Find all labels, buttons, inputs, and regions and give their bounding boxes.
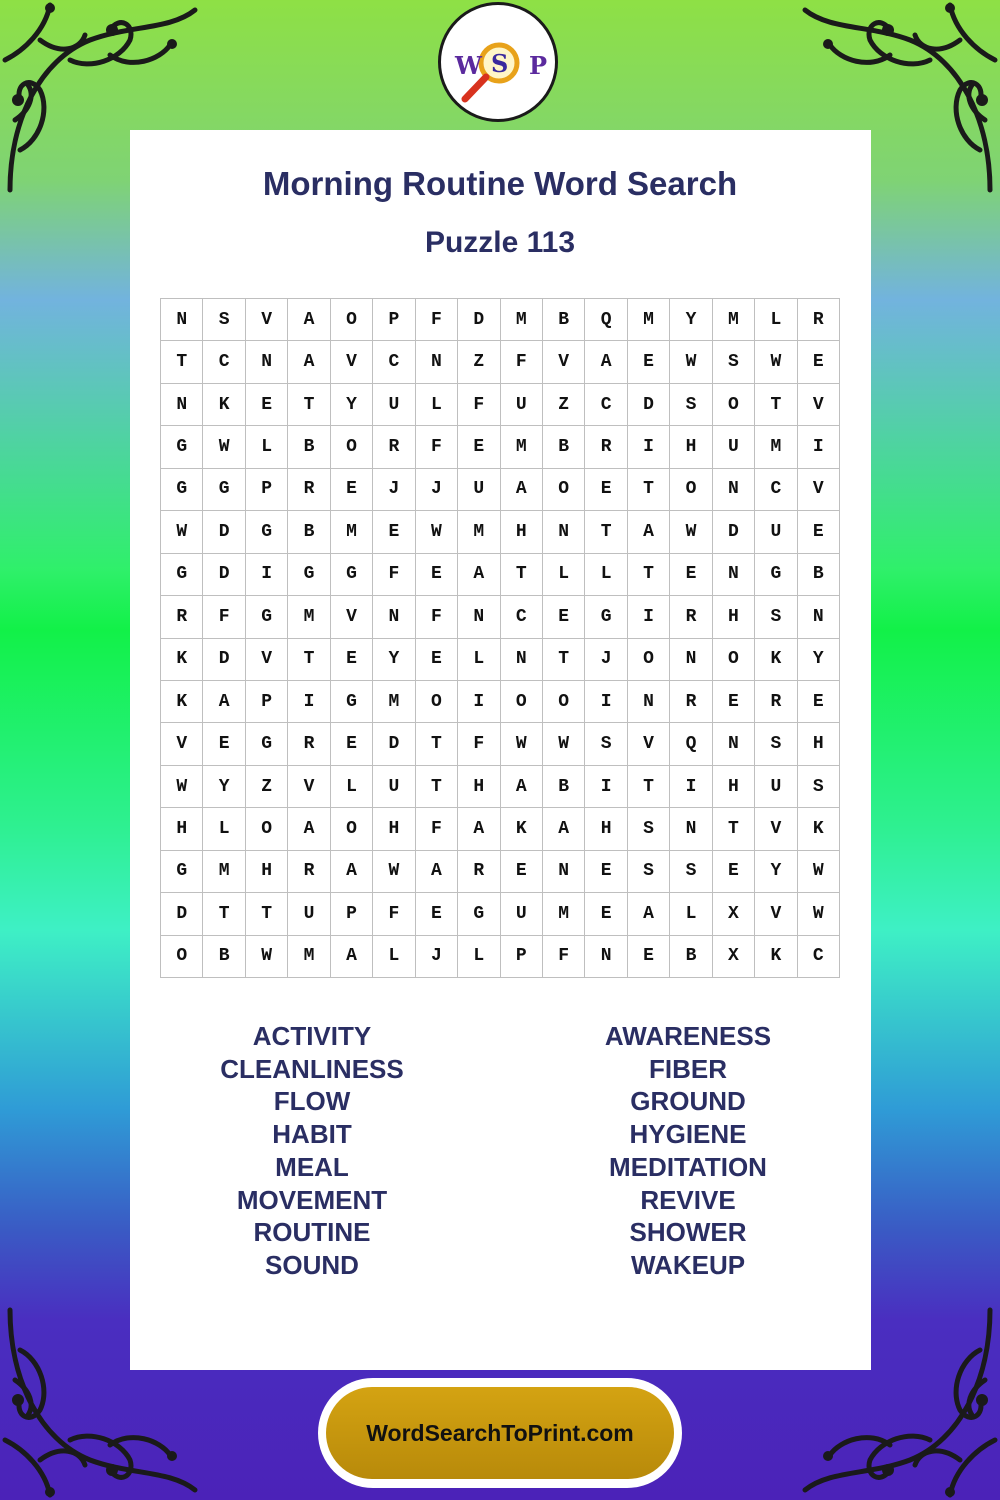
grid-cell[interactable]: W [161, 511, 203, 553]
grid-cell[interactable]: D [161, 893, 203, 935]
grid-cell[interactable]: A [458, 554, 500, 596]
grid-cell[interactable]: S [798, 766, 840, 808]
grid-cell[interactable]: L [543, 554, 585, 596]
word-list-item: ACTIVITY [252, 1021, 372, 1051]
grid-cell[interactable]: E [628, 936, 670, 978]
grid-cell[interactable]: N [416, 341, 458, 383]
grid-cell[interactable]: N [798, 596, 840, 638]
grid-cell[interactable]: W [798, 851, 840, 893]
grid-cell[interactable]: F [416, 596, 458, 638]
grid-cell[interactable]: Q [670, 723, 712, 765]
grid-cell[interactable]: R [798, 299, 840, 341]
word-list-right [538, 1020, 838, 1282]
grid-cell[interactable]: Y [203, 766, 245, 808]
word-list-item: MEDITATION [609, 1151, 767, 1182]
grid-cell[interactable]: E [670, 554, 712, 596]
grid-cell[interactable]: T [713, 808, 755, 850]
grid-cell[interactable]: S [713, 341, 755, 383]
grid-cell[interactable]: F [458, 723, 500, 765]
grid-cell[interactable]: E [331, 639, 373, 681]
grid-cell[interactable]: T [628, 766, 670, 808]
grid-cell[interactable]: S [670, 851, 712, 893]
grid-cell[interactable]: N [670, 808, 712, 850]
grid-cell[interactable]: I [670, 766, 712, 808]
grid-cell[interactable]: E [798, 681, 840, 723]
word-list-item: CLEANLINESS [220, 1053, 404, 1084]
grid-cell[interactable]: F [543, 936, 585, 978]
grid-cell[interactable]: X [713, 893, 755, 935]
grid-cell[interactable]: B [203, 936, 245, 978]
grid-cell[interactable]: T [161, 341, 203, 383]
grid-cell[interactable]: C [373, 341, 415, 383]
page-title: Morning Routine Word Search [262, 165, 738, 202]
grid-cell[interactable]: J [373, 469, 415, 511]
grid-cell[interactable]: E [416, 639, 458, 681]
grid-cell[interactable]: E [246, 384, 288, 426]
grid-cell[interactable]: M [203, 851, 245, 893]
grid-cell[interactable]: T [246, 893, 288, 935]
grid-cell[interactable]: F [416, 299, 458, 341]
grid-cell[interactable]: I [585, 681, 627, 723]
word-list-item: FIBER [649, 1053, 727, 1084]
grid-cell[interactable]: A [543, 808, 585, 850]
grid-cell[interactable]: A [628, 511, 670, 553]
grid-cell[interactable]: F [373, 893, 415, 935]
grid-cell[interactable]: A [416, 851, 458, 893]
grid-cell[interactable]: O [331, 299, 373, 341]
grid-cell[interactable]: R [585, 426, 627, 468]
logo-letter-p: P [529, 51, 548, 80]
grid-cell[interactable]: L [246, 426, 288, 468]
grid-cell[interactable]: W [755, 341, 797, 383]
grid-cell[interactable]: S [670, 384, 712, 426]
grid-cell[interactable]: R [670, 681, 712, 723]
grid-cell[interactable]: F [203, 596, 245, 638]
grid-cell[interactable]: E [585, 851, 627, 893]
grid-cell[interactable]: B [798, 554, 840, 596]
grid-cell[interactable]: H [670, 426, 712, 468]
grid-cell[interactable]: G [246, 723, 288, 765]
grid-cell[interactable]: S [628, 851, 670, 893]
grid-cell[interactable]: W [246, 936, 288, 978]
grid-cell[interactable]: T [203, 893, 245, 935]
grid-cell[interactable]: L [755, 299, 797, 341]
grid-cell[interactable]: W [670, 341, 712, 383]
grid-cell[interactable]: E [331, 723, 373, 765]
grid-cell[interactable]: G [331, 554, 373, 596]
grid-cell[interactable]: V [543, 341, 585, 383]
grid-cell[interactable]: T [501, 554, 543, 596]
grid-cell[interactable]: O [713, 639, 755, 681]
grid-cell[interactable]: E [458, 426, 500, 468]
grid-cell[interactable]: F [458, 384, 500, 426]
word-list-item: MEAL [275, 1151, 349, 1182]
grid-cell[interactable]: B [543, 426, 585, 468]
grid-cell[interactable]: S [755, 596, 797, 638]
word-list-item: GROUND [630, 1086, 746, 1117]
grid-cell[interactable]: O [543, 469, 585, 511]
grid-cell[interactable]: U [373, 766, 415, 808]
grid-cell[interactable]: A [331, 851, 373, 893]
grid-cell[interactable]: L [373, 936, 415, 978]
grid-cell[interactable]: V [331, 596, 373, 638]
grid-cell[interactable]: V [331, 341, 373, 383]
grid-cell[interactable]: K [161, 639, 203, 681]
grid-cell[interactable]: G [331, 681, 373, 723]
grid-cell[interactable]: H [585, 808, 627, 850]
grid-cell[interactable]: N [670, 639, 712, 681]
grid-cell[interactable]: C [798, 936, 840, 978]
grid-cell[interactable]: P [331, 893, 373, 935]
grid-cell[interactable]: E [798, 511, 840, 553]
grid-cell[interactable]: H [458, 766, 500, 808]
grid-cell[interactable]: F [416, 808, 458, 850]
grid-cell[interactable]: D [203, 554, 245, 596]
grid-cell[interactable]: W [203, 426, 245, 468]
grid-cell[interactable]: K [755, 936, 797, 978]
grid-cell[interactable]: E [416, 554, 458, 596]
grid-cell[interactable]: H [161, 808, 203, 850]
grid-cell[interactable]: W [161, 766, 203, 808]
word-list-item: FLOW [273, 1086, 351, 1117]
grid-cell[interactable]: K [203, 384, 245, 426]
grid-cell[interactable]: T [585, 511, 627, 553]
grid-cell[interactable]: U [373, 384, 415, 426]
grid-cell[interactable]: Y [331, 384, 373, 426]
grid-cell[interactable]: N [246, 341, 288, 383]
grid-cell[interactable]: I [628, 596, 670, 638]
grid-cell[interactable]: D [458, 299, 500, 341]
grid-cell[interactable]: A [331, 936, 373, 978]
grid-cell[interactable]: G [458, 893, 500, 935]
grid-cell[interactable]: R [161, 596, 203, 638]
grid-cell[interactable]: W [670, 511, 712, 553]
grid-cell[interactable]: G [288, 554, 330, 596]
grid-cell[interactable]: R [458, 851, 500, 893]
grid-cell[interactable]: C [755, 469, 797, 511]
grid-cell[interactable]: O [161, 936, 203, 978]
grid-cell[interactable]: E [713, 681, 755, 723]
grid-cell[interactable]: B [543, 766, 585, 808]
grid-cell[interactable]: G [161, 851, 203, 893]
grid-cell[interactable]: T [755, 384, 797, 426]
grid-cell[interactable]: V [755, 808, 797, 850]
logo-letter-w: W [455, 51, 482, 80]
grid-cell[interactable]: O [246, 808, 288, 850]
grid-cell[interactable]: N [713, 723, 755, 765]
grid-cell[interactable]: E [628, 341, 670, 383]
grid-cell[interactable]: S [755, 723, 797, 765]
grid-cell[interactable]: F [416, 426, 458, 468]
grid-cell[interactable]: U [288, 893, 330, 935]
grid-cell[interactable]: E [713, 851, 755, 893]
grid-cell[interactable]: B [543, 299, 585, 341]
grid-cell[interactable]: O [543, 681, 585, 723]
grid-cell[interactable]: P [373, 299, 415, 341]
grid-cell[interactable]: M [713, 299, 755, 341]
grid-cell[interactable]: L [670, 893, 712, 935]
grid-cell[interactable]: G [161, 469, 203, 511]
grid-cell[interactable]: S [585, 723, 627, 765]
grid-cell[interactable]: I [798, 426, 840, 468]
grid-cell[interactable]: M [288, 596, 330, 638]
grid-cell[interactable]: C [203, 341, 245, 383]
grid-cell[interactable]: R [288, 723, 330, 765]
grid-cell[interactable]: Y [755, 851, 797, 893]
grid-cell[interactable]: H [246, 851, 288, 893]
word-list-item: WAKEUP [630, 1249, 746, 1280]
word-list-item: SOUND [265, 1249, 359, 1280]
grid-cell[interactable]: A [458, 808, 500, 850]
grid-cell[interactable]: V [628, 723, 670, 765]
grid-cell[interactable]: K [798, 808, 840, 850]
grid-cell[interactable]: V [161, 723, 203, 765]
grid-cell[interactable]: H [373, 808, 415, 850]
grid-cell[interactable]: H [798, 723, 840, 765]
grid-cell[interactable]: E [501, 851, 543, 893]
grid-cell[interactable]: A [585, 341, 627, 383]
grid-cell[interactable]: U [755, 511, 797, 553]
grid-cell[interactable]: B [288, 426, 330, 468]
grid-cell[interactable]: M [501, 426, 543, 468]
grid-cell[interactable]: W [543, 723, 585, 765]
grid-cell[interactable]: U [755, 766, 797, 808]
grid-cell[interactable]: T [416, 723, 458, 765]
grid-cell[interactable]: L [458, 936, 500, 978]
grid-cell[interactable]: Y [670, 299, 712, 341]
grid-cell[interactable]: I [288, 681, 330, 723]
grid-cell[interactable]: V [798, 384, 840, 426]
grid-cell[interactable]: G [585, 596, 627, 638]
grid-cell[interactable]: U [713, 426, 755, 468]
grid-cell[interactable]: T [543, 639, 585, 681]
grid-cell[interactable]: L [458, 639, 500, 681]
grid-cell[interactable]: A [288, 299, 330, 341]
word-list-item: SHOWER [629, 1217, 747, 1248]
grid-cell[interactable]: D [628, 384, 670, 426]
grid-cell[interactable]: V [755, 893, 797, 935]
grid-cell[interactable]: A [288, 808, 330, 850]
grid-cell[interactable]: Z [246, 766, 288, 808]
grid-cell[interactable]: M [755, 426, 797, 468]
grid-cell[interactable]: M [628, 299, 670, 341]
grid-cell[interactable]: X [713, 936, 755, 978]
grid-cell[interactable]: G [161, 554, 203, 596]
grid-cell[interactable]: V [246, 299, 288, 341]
grid-cell[interactable]: J [585, 639, 627, 681]
grid-cell[interactable]: R [288, 851, 330, 893]
grid-cell[interactable]: H [713, 766, 755, 808]
grid-cell[interactable]: K [501, 808, 543, 850]
grid-cell[interactable]: G [246, 511, 288, 553]
grid-cell[interactable]: N [713, 554, 755, 596]
grid-cell[interactable]: D [373, 723, 415, 765]
grid-cell[interactable]: O [628, 639, 670, 681]
site-link-button[interactable]: WordSearchToPrint.com [326, 1387, 674, 1479]
grid-cell[interactable]: Z [458, 341, 500, 383]
grid-cell[interactable]: F [501, 341, 543, 383]
word-list-item: MOVEMENT [236, 1184, 388, 1215]
grid-cell[interactable]: D [203, 639, 245, 681]
grid-cell[interactable]: Q [585, 299, 627, 341]
grid-cell[interactable]: A [628, 893, 670, 935]
grid-cell[interactable]: F [373, 554, 415, 596]
grid-cell[interactable]: I [458, 681, 500, 723]
puzzle-number: Puzzle 113 [424, 226, 576, 259]
grid-cell[interactable]: S [203, 299, 245, 341]
grid-cell[interactable]: B [288, 511, 330, 553]
grid-cell[interactable]: W [416, 511, 458, 553]
grid-cell[interactable]: E [585, 469, 627, 511]
word-list-item: AWARENESS [604, 1021, 772, 1051]
grid-cell[interactable]: T [288, 639, 330, 681]
grid-cell[interactable]: G [203, 469, 245, 511]
grid-cell[interactable]: R [755, 681, 797, 723]
grid-cell[interactable]: G [161, 426, 203, 468]
grid-cell[interactable]: N [161, 299, 203, 341]
grid-cell[interactable]: V [288, 766, 330, 808]
grid-cell[interactable]: N [628, 681, 670, 723]
grid-cell[interactable]: M [373, 681, 415, 723]
grid-cell[interactable]: E [585, 893, 627, 935]
grid-cell[interactable]: L [416, 384, 458, 426]
grid-cell[interactable]: V [246, 639, 288, 681]
grid-cell[interactable]: R [373, 426, 415, 468]
grid-cell[interactable]: T [288, 384, 330, 426]
grid-cell[interactable]: M [288, 936, 330, 978]
grid-cell[interactable]: E [798, 341, 840, 383]
grid-cell[interactable]: Z [543, 384, 585, 426]
site-logo[interactable] [438, 2, 558, 122]
grid-cell[interactable]: E [416, 893, 458, 935]
word-list-item: HABIT [272, 1119, 352, 1150]
grid-cell[interactable]: N [161, 384, 203, 426]
grid-cell[interactable]: W [798, 893, 840, 935]
grid-cell[interactable]: W [501, 723, 543, 765]
grid-cell[interactable]: N [373, 596, 415, 638]
grid-cell[interactable]: M [331, 511, 373, 553]
grid-cell[interactable]: T [628, 554, 670, 596]
grid-cell[interactable]: W [373, 851, 415, 893]
grid-cell[interactable]: O [501, 681, 543, 723]
grid-cell[interactable]: N [713, 469, 755, 511]
grid-cell[interactable]: A [501, 766, 543, 808]
word-list-item: REVIVE [640, 1184, 736, 1215]
grid-cell[interactable]: A [501, 469, 543, 511]
grid-cell[interactable]: M [458, 511, 500, 553]
grid-cell[interactable]: O [670, 469, 712, 511]
grid-cell[interactable]: Y [373, 639, 415, 681]
grid-cell[interactable]: N [458, 596, 500, 638]
grid-cell[interactable]: H [501, 511, 543, 553]
grid-cell[interactable]: D [713, 511, 755, 553]
grid-cell[interactable]: B [670, 936, 712, 978]
grid-cell[interactable]: C [585, 384, 627, 426]
grid-cell[interactable]: A [288, 341, 330, 383]
grid-cell[interactable]: O [331, 426, 373, 468]
grid-cell[interactable]: S [628, 808, 670, 850]
grid-cell[interactable]: N [585, 936, 627, 978]
grid-cell[interactable]: V [798, 469, 840, 511]
grid-cell[interactable]: T [416, 766, 458, 808]
grid-cell[interactable]: J [416, 469, 458, 511]
grid-cell[interactable]: U [501, 384, 543, 426]
grid-cell[interactable]: K [755, 639, 797, 681]
grid-cell[interactable]: K [161, 681, 203, 723]
grid-cell[interactable]: P [501, 936, 543, 978]
grid-cell[interactable]: N [543, 851, 585, 893]
word-list-left [162, 1020, 462, 1282]
grid-cell[interactable]: C [501, 596, 543, 638]
grid-cell[interactable]: G [246, 596, 288, 638]
grid-cell[interactable]: I [246, 554, 288, 596]
grid-cell[interactable]: E [373, 511, 415, 553]
grid-cell[interactable]: O [713, 384, 755, 426]
grid-cell[interactable]: E [203, 723, 245, 765]
grid-cell[interactable]: R [288, 469, 330, 511]
grid-cell[interactable]: O [416, 681, 458, 723]
grid-cell[interactable]: H [713, 596, 755, 638]
grid-cell[interactable]: L [585, 554, 627, 596]
grid-cell[interactable]: E [543, 596, 585, 638]
grid-cell[interactable]: Y [798, 639, 840, 681]
grid-cell[interactable]: U [458, 469, 500, 511]
grid-cell[interactable]: M [543, 893, 585, 935]
grid-cell[interactable]: G [755, 554, 797, 596]
word-list-item: ROUTINE [253, 1217, 371, 1248]
grid-cell[interactable]: E [331, 469, 373, 511]
logo-letter-s: S [491, 49, 509, 78]
grid-cell[interactable]: N [543, 511, 585, 553]
word-list-item: HYGIENE [629, 1119, 747, 1150]
letter-grid [160, 298, 840, 978]
grid-cell[interactable]: D [203, 511, 245, 553]
grid-cell[interactable]: R [670, 596, 712, 638]
grid-cell[interactable]: I [628, 426, 670, 468]
grid-cell[interactable]: N [501, 639, 543, 681]
grid-cell[interactable]: L [331, 766, 373, 808]
grid-cell[interactable]: T [628, 469, 670, 511]
grid-cell[interactable]: U [501, 893, 543, 935]
grid-cell[interactable]: O [331, 808, 373, 850]
grid-cell[interactable]: A [203, 681, 245, 723]
grid-cell[interactable]: M [501, 299, 543, 341]
grid-cell[interactable]: J [416, 936, 458, 978]
grid-cell[interactable]: I [585, 766, 627, 808]
grid-cell[interactable]: P [246, 681, 288, 723]
grid-cell[interactable]: P [246, 469, 288, 511]
grid-cell[interactable]: L [203, 808, 245, 850]
